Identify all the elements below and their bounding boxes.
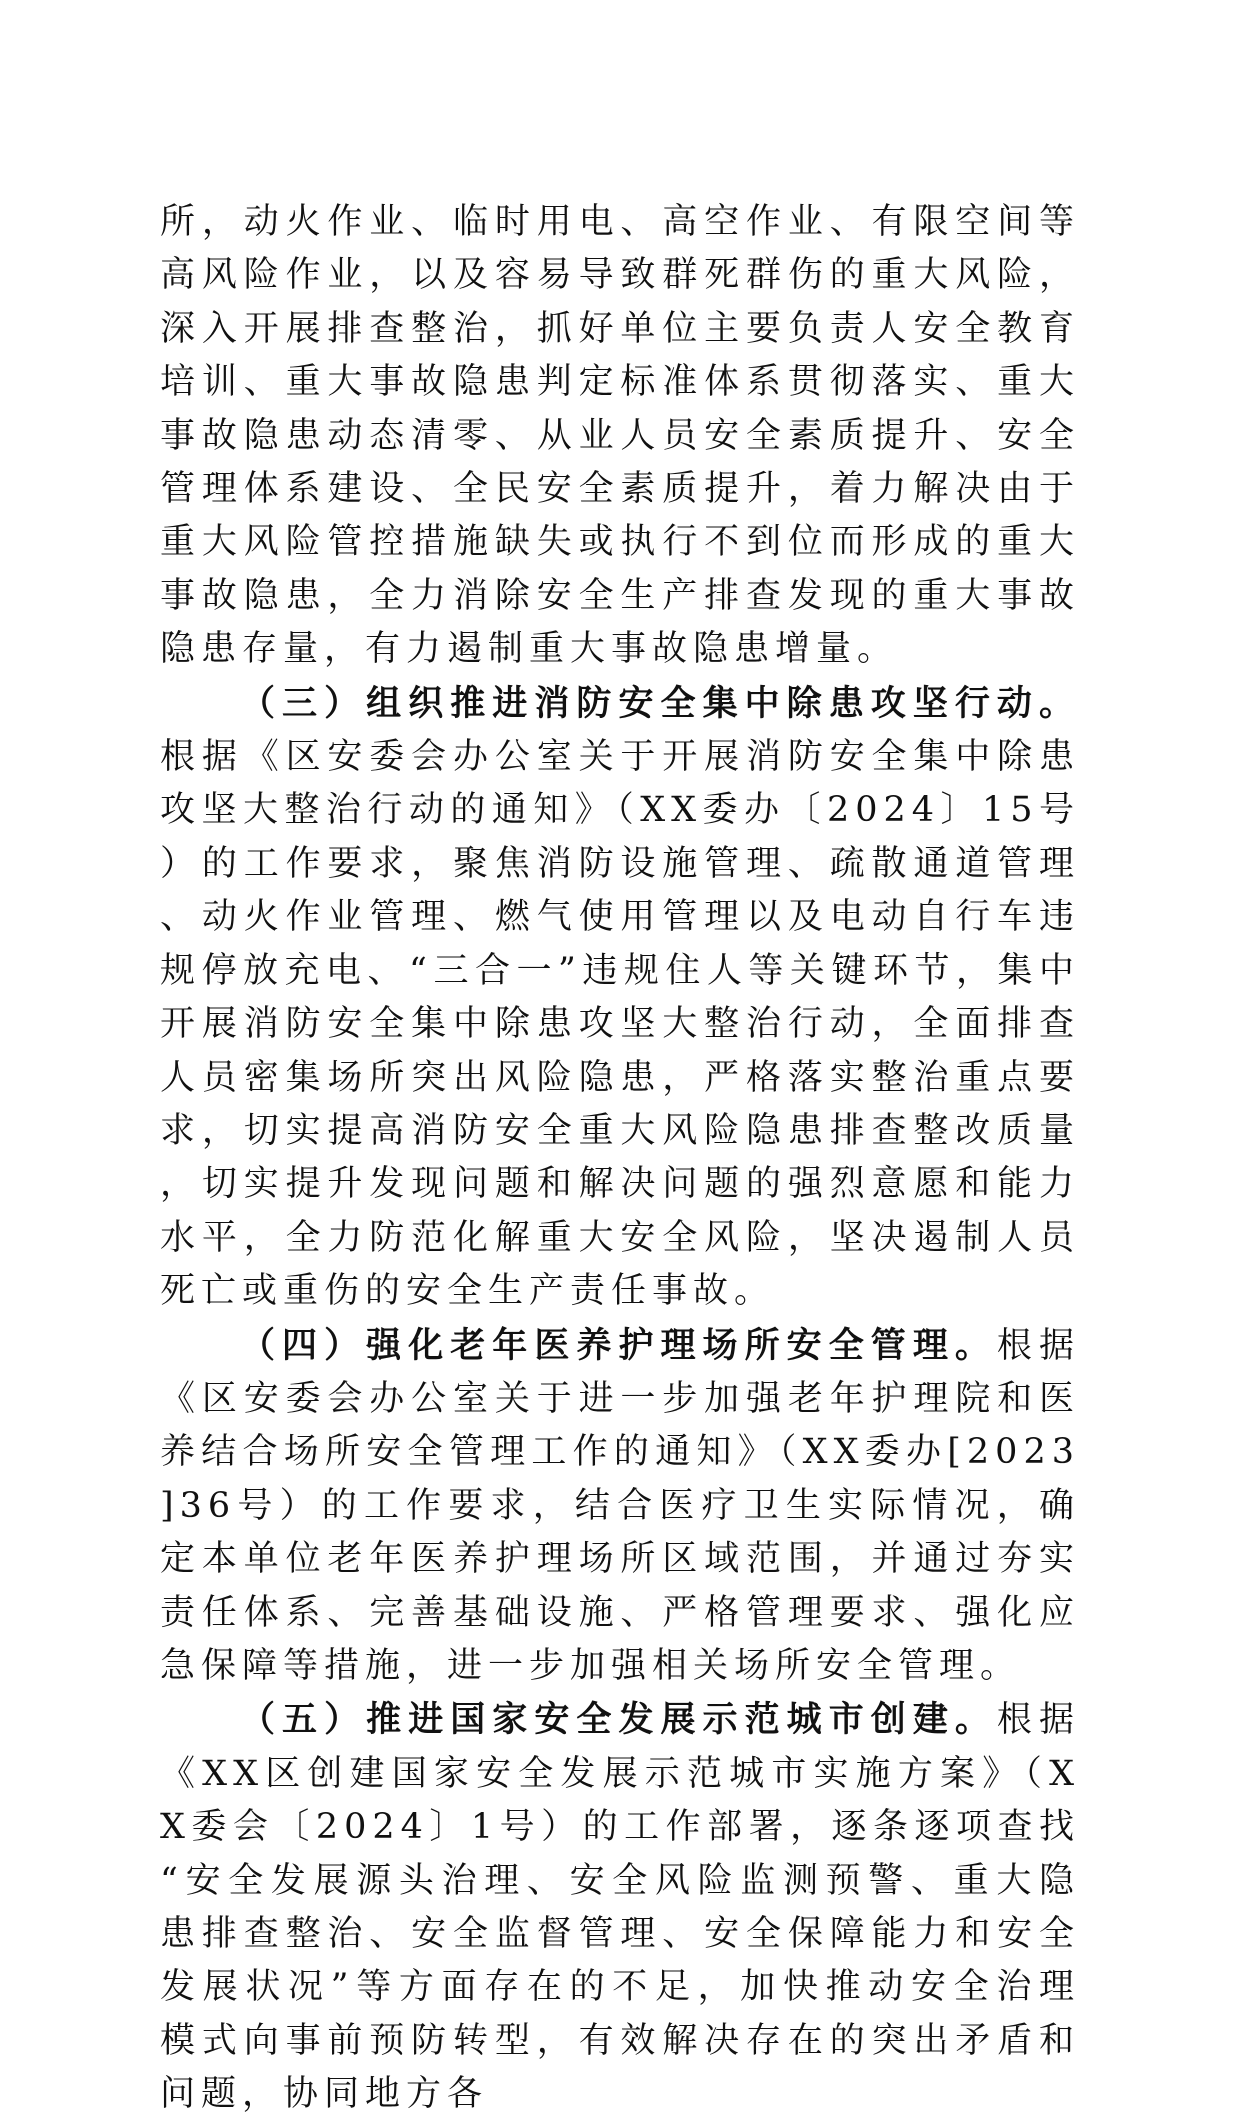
paragraph-fire-safety [160,677,1080,1319]
paragraph-text: 所，动火作业、临时用电、高空作业、有限空间等高风险作业，以及容易导致群死群伤的重大风险，深入开展排查整治，抓好单位主要负责人安全教育培训、重大事故隐患判定标准体系贯彻落实、重大事故隐患动态清零、从业人员安全素质提升、安全管理体系建设、全民安全素质提升，着力解决由于重大风险管控措施缺失或执行不到位而形成的重大事故隐患，全力消除安全生产排查发现的重大事故隐患存量，有力遏制重大事故隐患增量。 [160,202,1080,670]
paragraph-text: 根据《区安委会办公室关于开展消防安全集中除患攻坚大整治行动的通知》（XX委办〔2024〕15号）的工作要求，聚焦消防设施管理、疏散通道管理、动火作业管理、燃气使用管理以及电动自行车违规停放充电、“三合一”违规住人等关键环节，集中开展消防安全集中除患攻坚大整治行动，全面排查人员密集场所突出风险隐患，严格落实整治重点要求，切实提高消防安全重大风险隐患排查整改质量，切实提升发现问题和解决问题的强烈意愿和能力水平，全力防范化解重大安全风险，坚决遏制人员死亡或重伤的安全生产责任事故。 [160,737,1080,1312]
document-page [160,196,1080,2122]
paragraph-text: 根据《XX区创建国家安全发展示范城市实施方案》（XX委会〔2024〕1号）的工作部署，逐条逐项查找“安全发展源头治理、安全风险监测预警、重大隐患排查整治、安全监督管理、安全保障能力和安全发展状况”等方面存在的不足，加快推动安全治理模式向事前预防转型，有效解决存在的突出矛盾和问题，协同地方各 [160,1700,1080,2115]
paragraph-safe-city [160,1693,1080,2121]
section-heading: （四）强化老年医养护理场所安全管理。 [240,1324,997,1366]
paragraph-text: 根据《区安委会办公室关于进一步加强老年护理院和医养结合场所安全管理工作的通知》（XX委办[2023]36号）的工作要求，结合医疗卫生实际情况，确定本单位老年医养护理场所区域范围，并通过夯实责任体系、完善基础设施、严格管理要求、强化应急保障等措施，进一步加强相关场所安全管理。 [160,1325,1080,1686]
section-heading: （五）推进国家安全发展示范城市创建。 [240,1699,997,1741]
paragraph-elderly-care [160,1319,1080,1694]
section-heading: （三）组织推进消防安全集中除患攻坚行动。 [240,682,1080,724]
paragraph-continuation [160,196,1080,677]
